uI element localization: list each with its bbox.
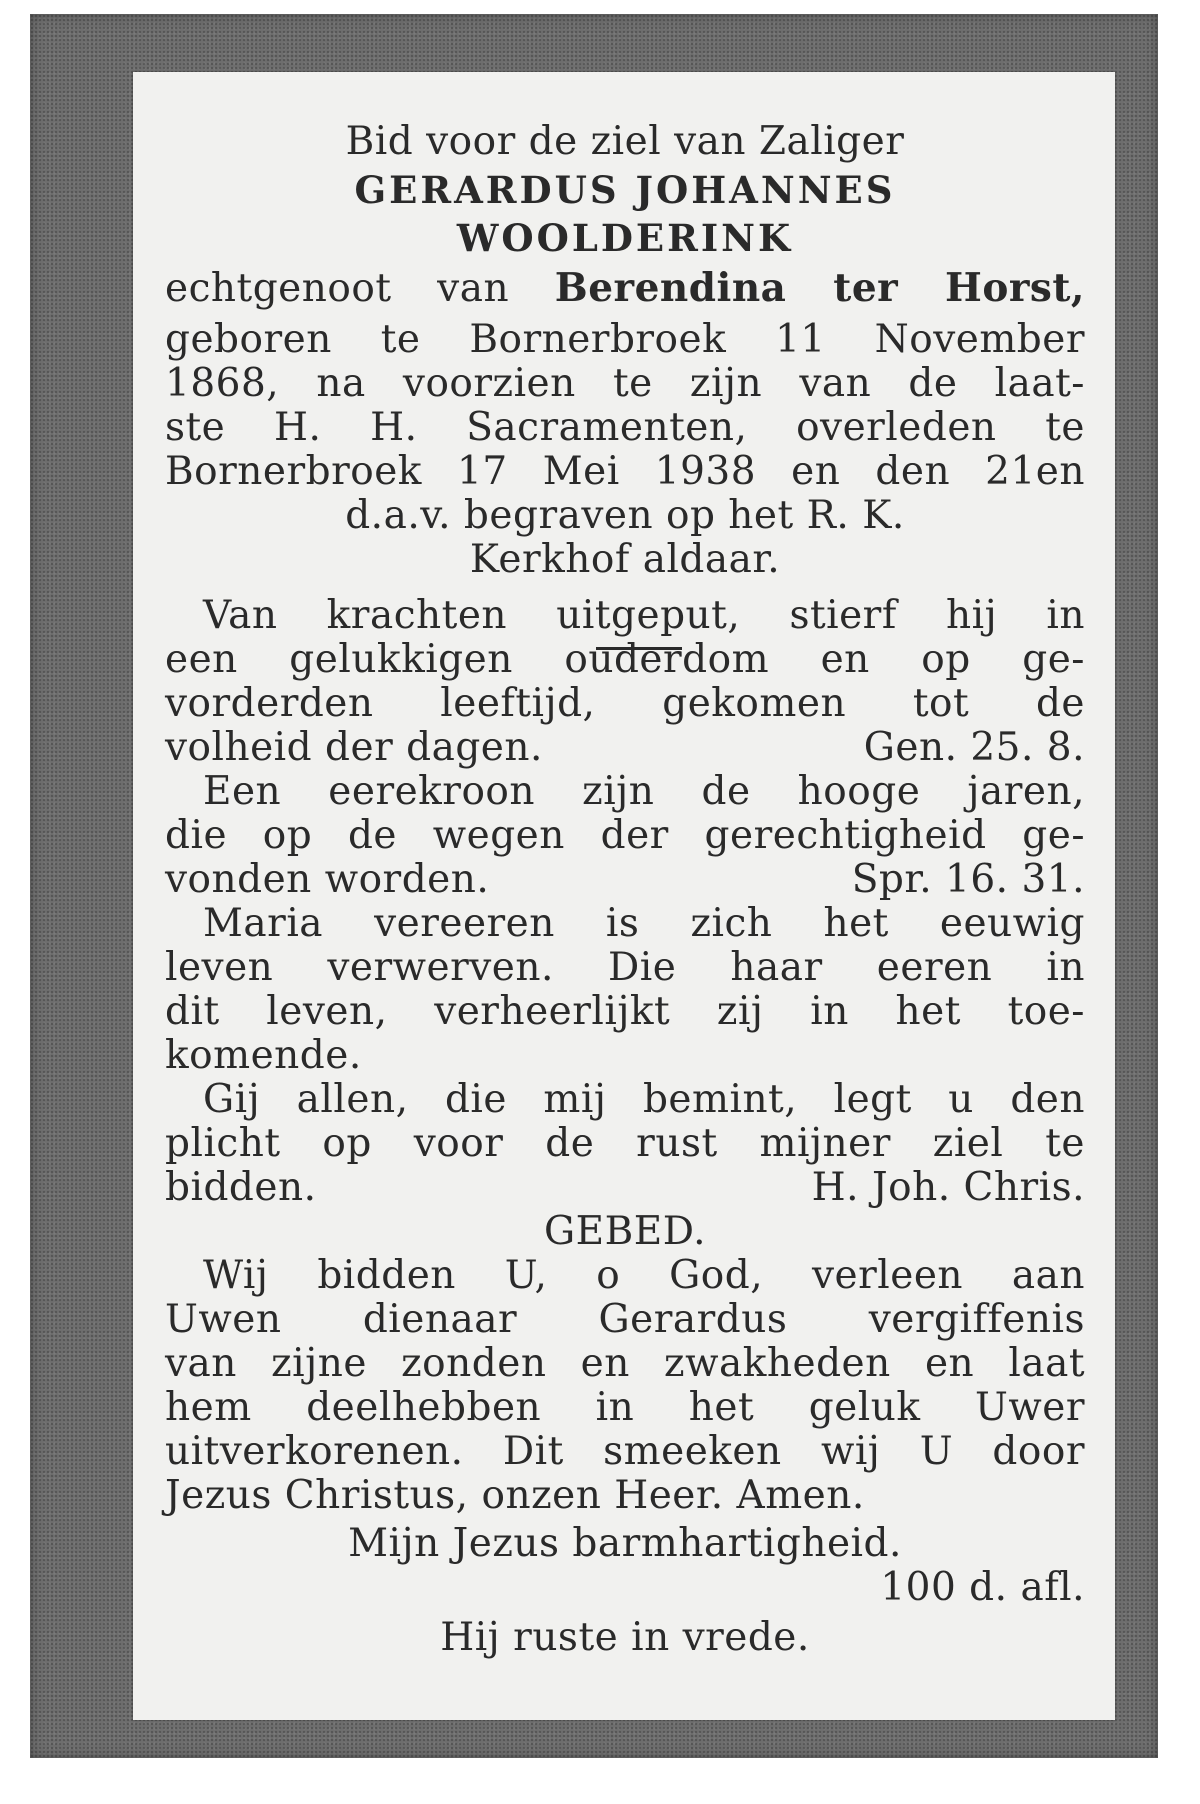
verse1-line-2: een gelukkigen ouderdom en op ge- <box>165 637 1085 682</box>
prayer-line-1: Wij bidden U, o God, verleen aan <box>203 1253 1085 1298</box>
closing-line: Hij ruste in vrede. <box>440 1615 810 1660</box>
verse2-last: vonden worden. <box>165 857 490 902</box>
verse1-line-3: vorderden leeftijd, gekomen tot de <box>165 681 1085 726</box>
invocation: Mijn Jezus barmhartigheid. <box>348 1521 902 1566</box>
prayer-line-5: uitverkorenen. Dit smeeken wij U door <box>165 1429 1085 1474</box>
card-heading: Bid voor de ziel van Zaliger <box>345 119 905 164</box>
bio-line-3: ste H. H. Sacramenten, overleden te <box>165 405 1085 450</box>
verse3-line-3: dit leven, verheerlijkt zij in het toe- <box>165 989 1085 1034</box>
verse3-line-2: leven verwerven. Die haar eeren in <box>165 945 1085 990</box>
indulgence-line <box>165 1566 1085 1610</box>
verse1-reference: Gen. 25. 8. <box>863 725 1085 770</box>
bio-line-2: 1868, na voorzien te zijn van de laat- <box>165 361 1085 406</box>
verse3-line-1: Maria vereeren is zich het eeuwig <box>203 901 1085 946</box>
memorial-card-text <box>133 72 1115 1720</box>
indulgence: 100 d. afl. <box>880 1565 1085 1610</box>
deceased-name-line-2: WOOLDERINK <box>456 216 794 260</box>
prayer-line-4: hem deelhebben in het geluk Uwer <box>165 1385 1085 1430</box>
verse2-reference: Spr. 16. 31. <box>851 857 1085 902</box>
spouse-name: Berendina ter Horst, <box>554 265 1085 311</box>
verse2-line-3 <box>165 858 1085 902</box>
verse2-line-2: die op de wegen der gerechtigheid ge- <box>165 813 1085 858</box>
verse4-line-2: plicht op voor de rust mijner ziel te <box>165 1121 1085 1166</box>
prayer-line-2: Uwen dienaar Gerardus vergiffenis <box>165 1297 1085 1342</box>
prayer-line-3: van zijne zonden en zwakheden en laat <box>165 1341 1085 1386</box>
bio-line-6: Kerkhof aldaar. <box>469 537 781 582</box>
memorial-card-border <box>30 14 1158 1758</box>
verse4-line-1: Gij allen, die mij bemint, legt u den <box>203 1077 1085 1122</box>
verse4-reference: H. Joh. Chris. <box>811 1165 1085 1210</box>
prayer-title: GEBED. <box>543 1209 707 1254</box>
bio-line-5: d.a.v. begraven op het R. K. <box>345 493 905 538</box>
spouse-prefix: echtgenoot van <box>165 266 510 311</box>
bio-line-4: Bornerbroek 17 Mei 1938 en den 21en <box>165 449 1085 494</box>
deceased-name-line-1: GERARDUS JOHANNES <box>354 168 896 212</box>
verse4-line-3 <box>165 1166 1085 1210</box>
verse3-line-4: komende. <box>165 1033 362 1078</box>
memorial-card-panel <box>133 72 1115 1720</box>
spouse-line <box>165 266 1085 310</box>
verse4-last: bidden. <box>165 1165 317 1210</box>
verse2-line-1: Een eerekroon zijn de hooge jaren, <box>203 769 1085 814</box>
prayer-line-6: Jezus Christus, onzen Heer. Amen. <box>165 1473 865 1518</box>
verse1-line-1: Van krachten uitgeput, stierf hij in <box>203 593 1085 638</box>
verse1-line-4 <box>165 726 1085 770</box>
verse1-last: volheid der dagen. <box>165 725 543 770</box>
bio-line-1: geboren te Bornerbroek 11 November <box>165 317 1085 362</box>
